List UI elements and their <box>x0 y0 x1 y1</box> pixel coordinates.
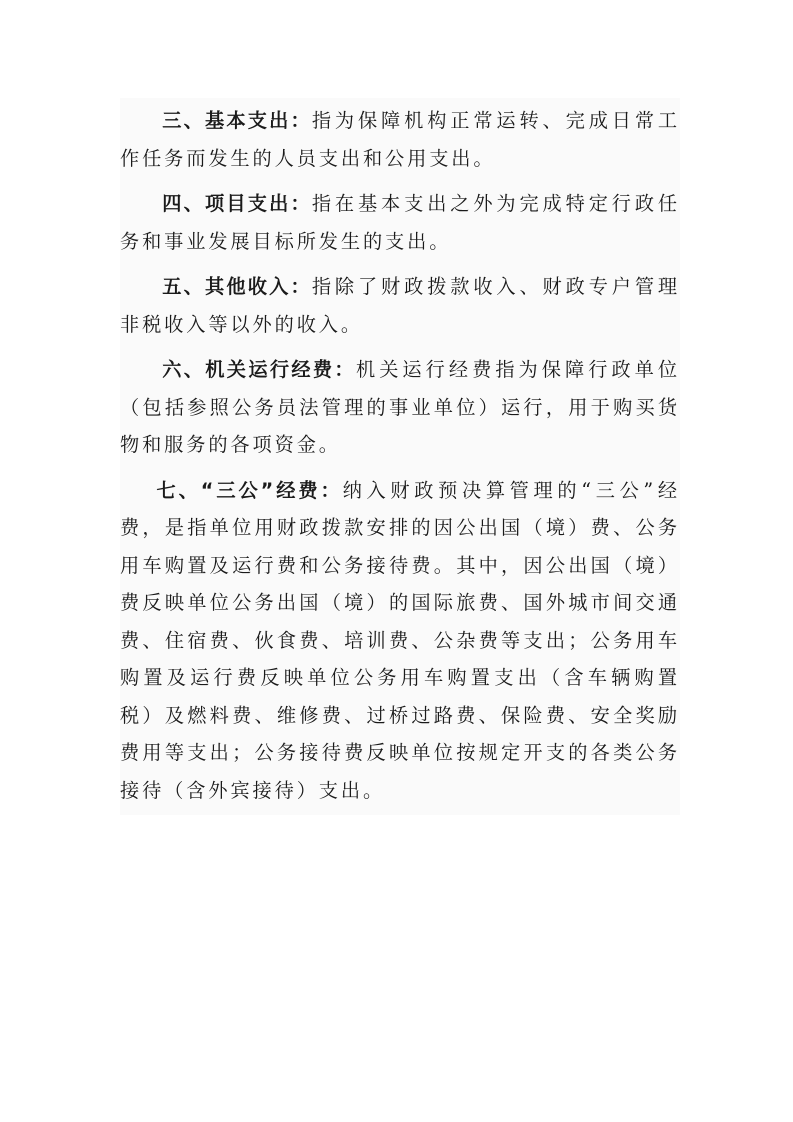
term-three-public-expenses: 七、“三公”经费： <box>156 478 343 502</box>
paragraph-three-public-expenses <box>120 472 680 810</box>
term-basic-expenditure: 三、基本支出： <box>162 109 312 132</box>
definition-basic-expenditure: 指为保障机构正常运转、完成日常工作任务而发生的人员支出和公用支出。 <box>120 109 680 170</box>
paragraph-operating-costs <box>120 351 680 464</box>
paragraph-project-expenditure <box>120 185 680 260</box>
paragraph-other-income <box>120 268 680 343</box>
definition-project-expenditure: 指在基本支出之外为完成特定行政任务和事业发展目标所发生的支出。 <box>120 192 680 253</box>
term-project-expenditure: 四、项目支出： <box>162 192 312 215</box>
definition-three-public-expenses: 纳入财政预决算管理的“三公”经费，是指单位用财政拨款安排的因公出国（境）费、公务用车购置及运行费和公务接待费。其中，因公出国（境）费反映单位公务出国（境）的国际旅费、国外城市间交通费、住宿费、伙食费、培训费、公杂费等支出；公务用车购置及运行费反映单位公务用车购置支出（含车辆购置税）及燃料费、维修费、过桥过路费、保险费、安全奖励费用等支出；公务接待费反映单位按规定开支的各类公务接待（含外宾接待）支出。 <box>120 478 680 802</box>
definitions-text <box>120 98 680 815</box>
term-other-income: 五、其他收入： <box>162 275 312 298</box>
definition-other-income: 指除了财政拨款收入、财政专户管理非税收入等以外的收入。 <box>120 275 680 336</box>
paragraph-basic-expenditure <box>120 102 680 177</box>
term-operating-costs: 六、机关运行经费： <box>162 358 356 381</box>
definition-operating-costs: 机关运行经费指为保障行政单位（包括参照公务员法管理的事业单位）运行，用于购买货物和服务的各项资金。 <box>120 358 680 456</box>
